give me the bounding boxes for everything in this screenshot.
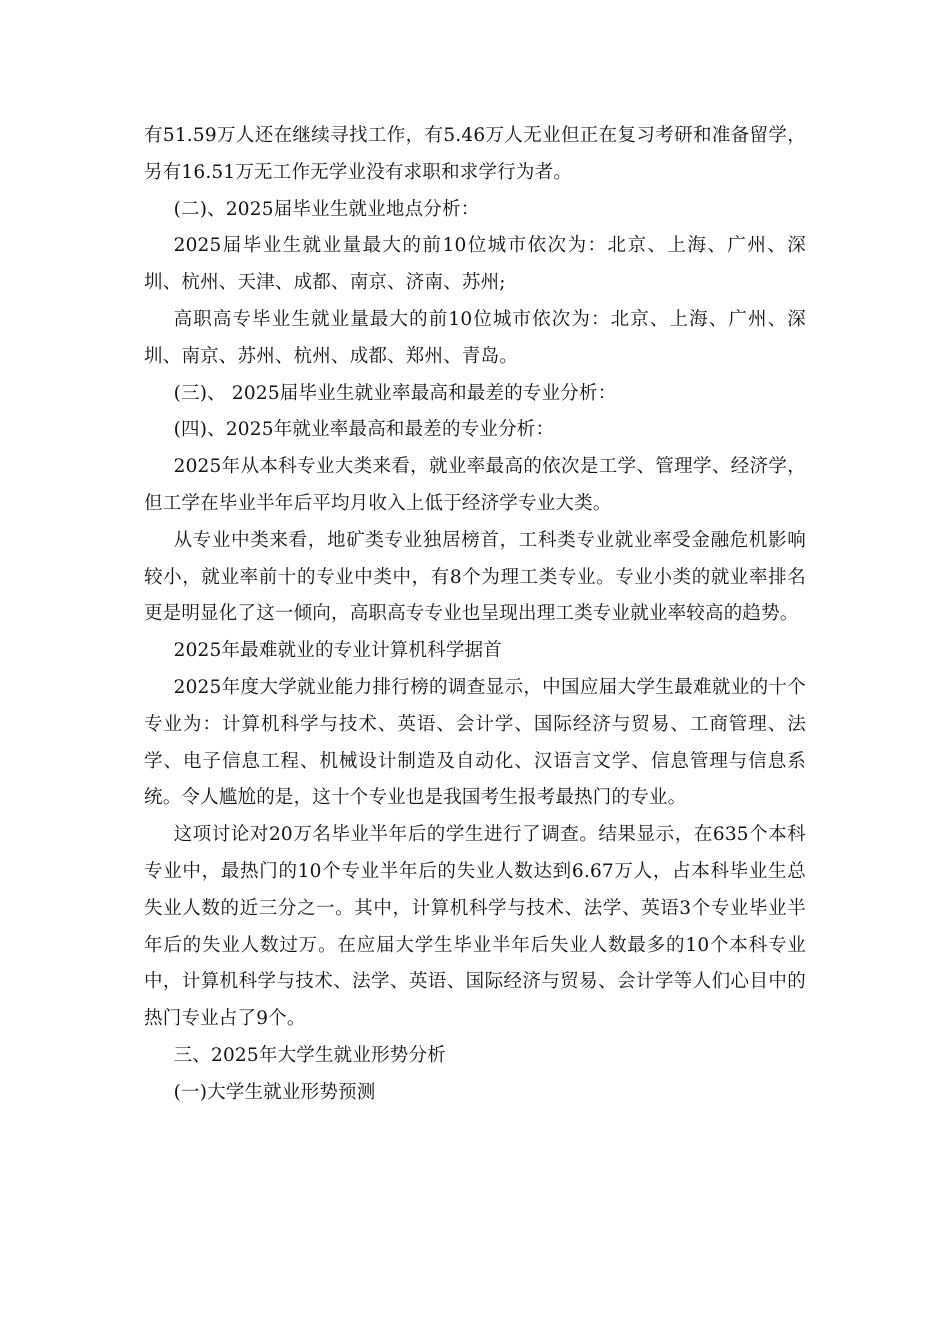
document-body — [144, 118, 806, 1112]
subsection-heading-forecast: (一)大学生就业形势预测 — [173, 1081, 376, 1103]
section-heading-best-worst-majors: (四)、2025年就业率最高和最差的专业分析： — [173, 419, 555, 441]
paragraph-unemployment-stats: 有51.59万人还在继续寻找工作，有5.46万人无业但正在复习考研和准备留学，另有16.51万无工作无学业没有求职和求学行为者。 — [144, 125, 806, 183]
paragraph-top-cities: 2025届毕业生就业量最大的前10位城市依次为：北京、上海、广州、深圳、杭州、天津、成都、南京、济南、苏州; — [144, 235, 806, 294]
heading-hardest-major: 2025年最难就业的专业计算机科学据首 — [173, 640, 502, 662]
paragraph-mid-categories: 从专业中类来看，地矿类专业独居榜首，工科类专业就业率受金融危机影响较小，就业率前十的专业中类中，有8个为理工类专业。专业小类的就业率排名更是明显化了这一倾向，高职高专专业也呈现出理工类专业就业率较高的趋势。 — [144, 529, 806, 625]
paragraph-ten-hardest-majors: 2025年度大学就业能力排行榜的调查显示，中国应届大学生最难就业的十个专业为：计算机科学与技术、英语、会计学、国际经济与贸易、工商管理、法学、电子信息工程、机械设计制造及自动化、汉语言文学、信息管理与信息系统。令人尴尬的是，这十个专业也是我国考生报考最热门的专业。 — [144, 676, 806, 809]
paragraph-vocational-top-cities: 高职高专毕业生就业量最大的前10位城市依次为：北京、上海、广州、深圳、南京、苏州、杭州、成都、郑州、青岛。 — [144, 308, 806, 367]
section-heading-employment-location: (二)、2025届毕业生就业地点分析： — [173, 198, 480, 220]
section-heading-major-employment-rate: (三)、 2025届毕业生就业率最高和最差的专业分析： — [173, 382, 617, 404]
paragraph-survey-results: 这项讨论对20万名毕业半年后的学生进行了调查。结果显示，在635个本科专业中，最热门的10个专业半年后的失业人数达到6.67万人，占本科毕业生总失业人数的近三分之一。其中，计算机科学与技术、法学、英语3个专业毕业半年后的失业人数过万。在应届大学生毕业半年后失业人数最多的10个本科专业中，计算机科学与技术、法学、英语、国际经济与贸易、会计学等人们心目中的热门专业占了9个。 — [144, 824, 806, 1030]
section-heading-employment-situation: 三、2025年大学生就业形势分析 — [173, 1044, 446, 1066]
paragraph-undergrad-categories: 2025年从本科专业大类来看，就业率最高的依次是工学、管理学、经济学，但工学在毕业半年后平均月收入上低于经济学专业大类。 — [144, 456, 806, 514]
